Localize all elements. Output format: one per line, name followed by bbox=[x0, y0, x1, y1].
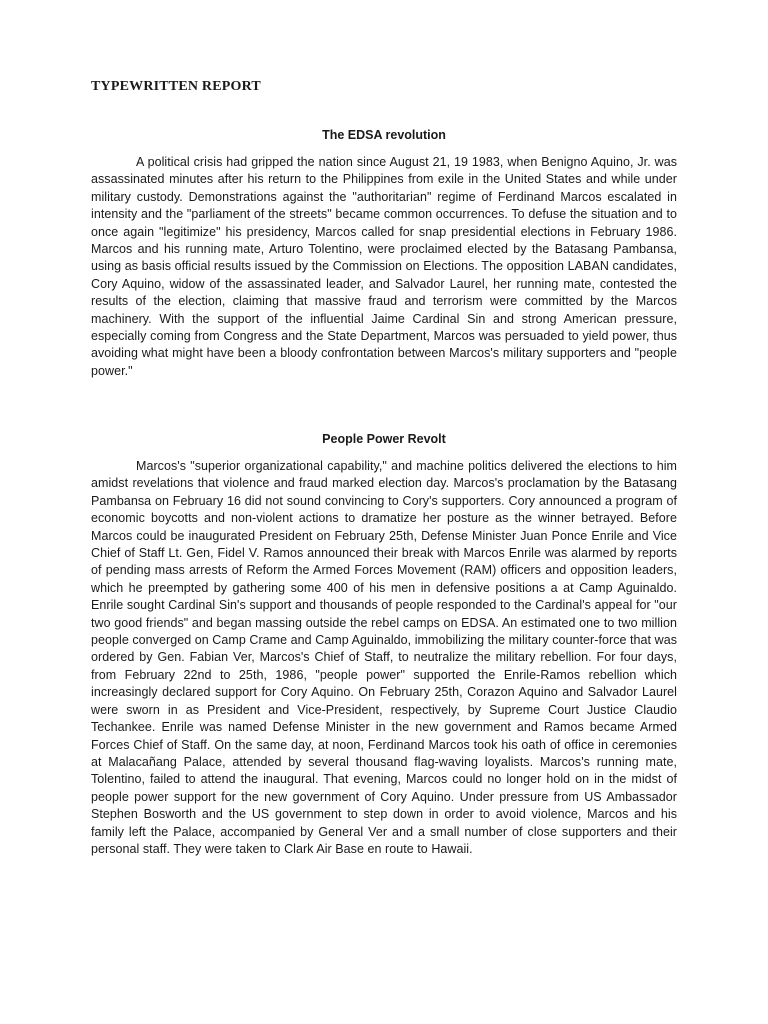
section-heading: The EDSA revolution bbox=[322, 128, 446, 142]
section-paragraph: Marcos's "superior organizational capability," and machine politics delivered the elections to him amidst revelations that violence and fraud marked election day. Marcos's proclamation by the Batasang Pambansa on February 16 did not sound convincing to Cory's supporters. Cory announced a program of economic boycotts and non-violent actions to dramatize her posture as the winner betrayed. Before Marcos could be inaugurated President on February 25th, Defense Minister Juan Ponce Enrile and Vice Chief of Staff Lt. Gen, Fidel V. Ramos announced their break with Marcos Enrile was alarmed by reports of pending mass arrests of Reform the Armed Forces Movement (RAM) officers and opposition leaders, which he preempted by gathering some 400 of his men in defensive positions a at Camp Aguinaldo. Enrile sought Cardinal Sin's support and thousands of people responded to the Cardinal's appeal for "our two good friends" and began massing outside the rebel camps on EDSA. An estimated one to two million people converged on Camp Crame and Camp Aguinaldo, immobilizing the military counter-force that was ordered by Gen. Fabian Ver, Marcos's Chief of Staff, to neutralize the military rebellion. For four days, from February 22nd to 25th, 1986, "people power" supported the Enrile-Ramos rebellion which increasingly declared support for Cory Aquino. On February 25th, Corazon Aquino and Salvador Laurel were sworn in as President and Vice-President, respectively, by Supreme Court Justice Claudio Techankee. Enrile was named Defense Minister in the new government and Ramos became Armed Forces Chief of Staff. On the same day, at noon, Ferdinand Marcos took his oath of office in ceremonies at Malacañang Palace, attended by several thousand flag-waving loyalists. Marcos's running mate, Tolentino, failed to attend the inaugural. That evening, Marcos could no longer hold on in the midst of people power support for the new government of Cory Aquino. Under pressure from US Ambassador Stephen Bosworth and the US government to step down in order to avoid violence, Marcos and his family left the Palace, accompanied by General Ver and a small number of close supporters and their personal staff. They were taken to Clark Air Base en route to Hawaii. bbox=[91, 459, 677, 856]
document-title: TYPEWRITTEN REPORT bbox=[91, 79, 261, 94]
section-paragraph: A political crisis had gripped the nation since August 21, 19 1983, when Benigno Aquino, Jr. was assassinated minutes after his return to the Philippines from exile in the United States and while under military custody. Demonstrations against the "authoritarian" regime of Ferdinand Marcos escalated in intensity and the "parliament of the streets" became common occurrences. To defuse the situation and to once again "legitimize" his presidency, Marcos called for snap presidential elections in February 1986. Marcos and his running mate, Arturo Tolentino, were proclaimed elected by the Batasang Pambansa, using as basis official results issued by the Commission on Elections. The opposition LABAN candidates, Cory Aquino, widow of the assassinated leader, and Salvador Laurel, her running mate, contested the results of the election, claiming that massive fraud and terrorism were committed by the Marcos machinery. With the support of the influential Jaime Cardinal Sin and strong American pressure, especially coming from Congress and the State Department, Marcos was persuaded to yield power, thus avoiding what might have been a bloody confrontation between Marcos's military supporters and "people power." bbox=[91, 155, 677, 378]
section-edsa-revolution bbox=[91, 127, 677, 380]
section-heading: People Power Revolt bbox=[322, 432, 446, 446]
section-people-power-revolt bbox=[91, 431, 677, 858]
